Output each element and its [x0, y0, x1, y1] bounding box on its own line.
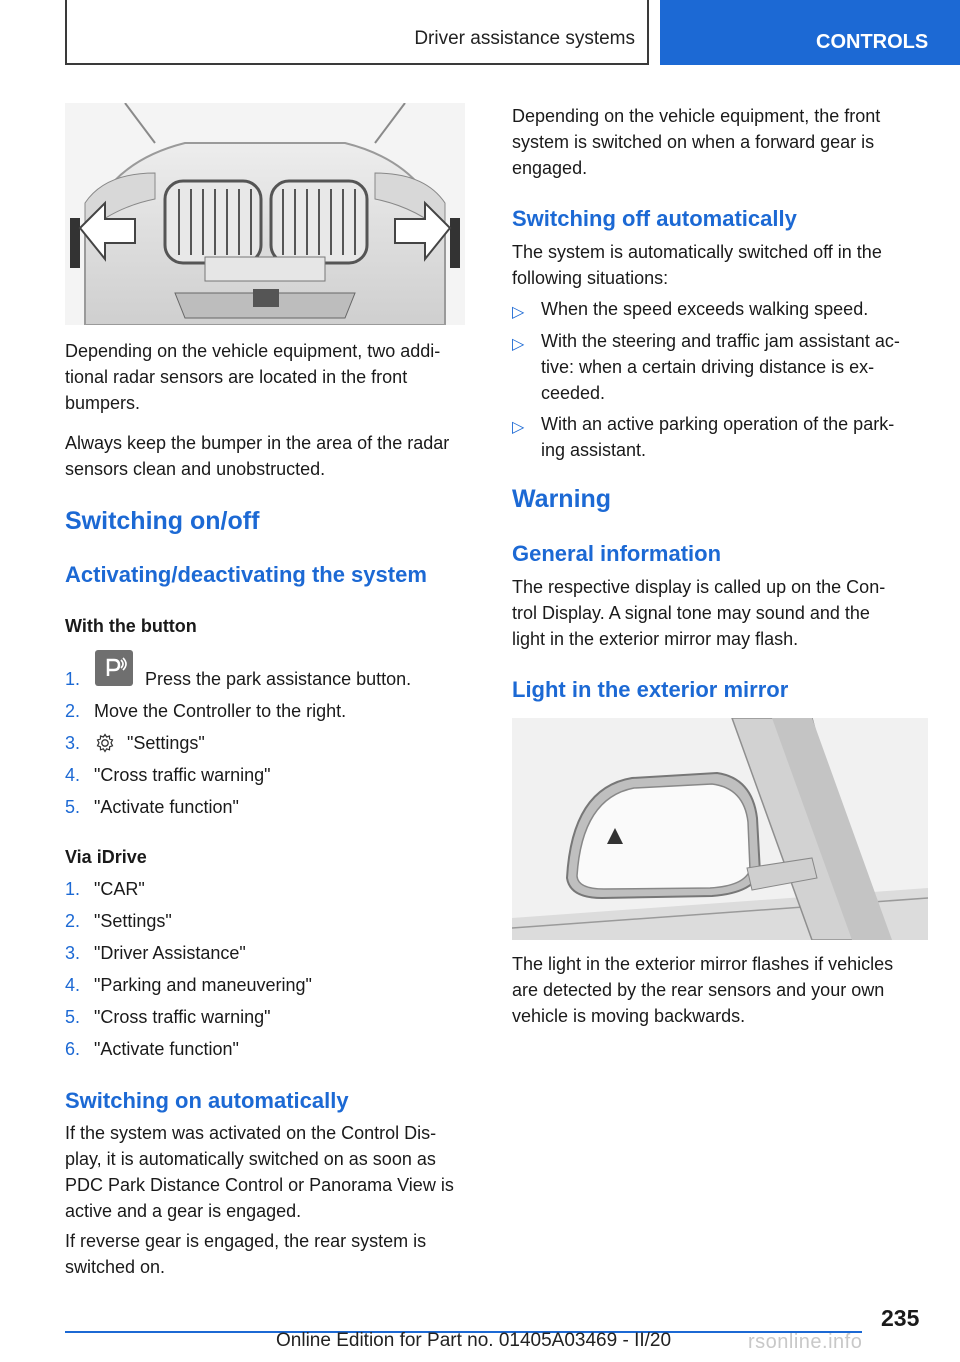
text-line: If the system was activated on the Control Dis-: [65, 1123, 437, 1143]
text-line: The respective display is called up on the Con-: [512, 577, 886, 597]
step-number: 4.: [65, 975, 81, 995]
step-number: 1.: [65, 669, 81, 689]
step-number: 4.: [65, 765, 81, 785]
heading-switching-off-automatically: Switching off automatically: [512, 206, 797, 231]
bumper-clean-paragraph: [65, 430, 475, 482]
text-line: sensors clean and unobstructed.: [65, 459, 326, 479]
text-line: are detected by the rear sensors and your own: [512, 980, 885, 1000]
section-title: Driver assistance systems: [414, 28, 635, 49]
general-info-paragraph: [512, 574, 932, 652]
page-number: 235: [881, 1305, 920, 1331]
triangle-right-icon: ▷: [512, 336, 525, 353]
text-line: play, it is automatically switched on as soon as: [65, 1149, 436, 1169]
step-text: "Settings": [127, 733, 205, 753]
edition-text: Online Edition for Part no. 01405A03469 - II/20: [276, 1330, 672, 1351]
text-line: If reverse gear is engaged, the rear system is: [65, 1231, 427, 1251]
chapter-tab[interactable]: [660, 0, 960, 65]
triangle-right-icon: ▷: [512, 419, 525, 436]
text-line: active and a gear is engaged.: [65, 1201, 302, 1221]
heading-warning: Warning: [512, 485, 612, 513]
heading-light-exterior-mirror: Light in the exterior mirror: [512, 677, 789, 702]
text-line: light in the exterior mirror may flash.: [512, 629, 799, 649]
text-line: engaged.: [512, 158, 588, 178]
text-line: Depending on the vehicle equipment, two addi-: [65, 341, 441, 361]
text-line: Depending on the vehicle equipment, the front: [512, 106, 881, 126]
text-line: following situations:: [512, 268, 669, 288]
step-text: "Cross traffic warning": [94, 765, 271, 785]
auto-off-paragraph: [512, 239, 932, 291]
step-number: 6.: [65, 1039, 81, 1059]
step-text: "Parking and maneuvering": [94, 975, 312, 995]
step-text: Press the park assistance button.: [145, 669, 412, 689]
step-text: "CAR": [94, 879, 145, 899]
exterior-mirror-figure: [512, 718, 928, 940]
text-line: system is switched on when a forward gear is: [512, 132, 875, 152]
step-number: 5.: [65, 797, 81, 817]
text-line: The system is automatically switched off in the: [512, 242, 882, 262]
step-text: "Settings": [94, 911, 172, 931]
watermark: rsonline.info: [748, 1331, 863, 1353]
heading-activating: Activating/deactivating the system: [65, 562, 427, 587]
step-number: 3.: [65, 733, 81, 753]
step-number: 2.: [65, 701, 81, 721]
step-number: 3.: [65, 943, 81, 963]
text-line: switched on.: [65, 1257, 166, 1277]
gear-icon: [95, 733, 115, 753]
triangle-right-icon: ▷: [512, 304, 525, 321]
exterior-mirror-illustration: [512, 718, 928, 940]
heading-via-idrive: Via iDrive: [65, 847, 147, 867]
heading-with-button: With the button: [65, 616, 197, 636]
text-line: vehicle is moving backwards.: [512, 1006, 746, 1026]
step-text: "Cross traffic warning": [94, 1007, 271, 1027]
heading-switching-on-automatically: Switching on automatically: [65, 1088, 349, 1113]
bullet-text: With an active parking operation of the park- ing assistant.: [541, 414, 895, 460]
chapter-tab-label: CONTROLS: [816, 31, 929, 53]
step-text: "Activate function": [94, 1039, 239, 1059]
bullet-text: With the steering and traffic jam assistant ac- tive: when a certain driving distance is ex- ceeded.: [541, 331, 900, 403]
text-line: The light in the exterior mirror flashes if vehicles: [512, 954, 894, 974]
mirror-flash-paragraph: [512, 951, 932, 1029]
text-line: bumpers.: [65, 393, 141, 413]
step-number: 5.: [65, 1007, 81, 1027]
text-line: trol Display. A signal tone may sound and the: [512, 603, 870, 623]
park-assist-icon[interactable]: [95, 650, 133, 686]
heading-switching-on-off: Switching on/off: [65, 507, 260, 535]
bullet-text: When the speed exceeds walking speed.: [541, 299, 869, 319]
auto-on-paragraph: [65, 1120, 485, 1224]
header-frame: [65, 0, 649, 65]
reverse-gear-paragraph: [65, 1228, 485, 1280]
heading-general-information: General information: [512, 541, 722, 566]
page-header: [65, 0, 960, 65]
text-line: tional radar sensors are located in the front: [65, 367, 408, 387]
text-line: Always keep the bumper in the area of the radar: [65, 433, 450, 453]
text-line: PDC Park Distance Control or Panorama View is: [65, 1175, 454, 1195]
step-number: 2.: [65, 911, 81, 931]
front-system-paragraph: [512, 103, 932, 181]
step-text: Move the Controller to the right.: [94, 701, 347, 721]
step-text: "Driver Assistance": [94, 943, 246, 963]
car-front-illustration: [65, 103, 465, 325]
step-number: 1.: [65, 879, 81, 899]
step-text: "Activate function": [94, 797, 239, 817]
radar-sensor-paragraph: [65, 338, 475, 416]
car-front-radar-figure: [65, 103, 465, 325]
